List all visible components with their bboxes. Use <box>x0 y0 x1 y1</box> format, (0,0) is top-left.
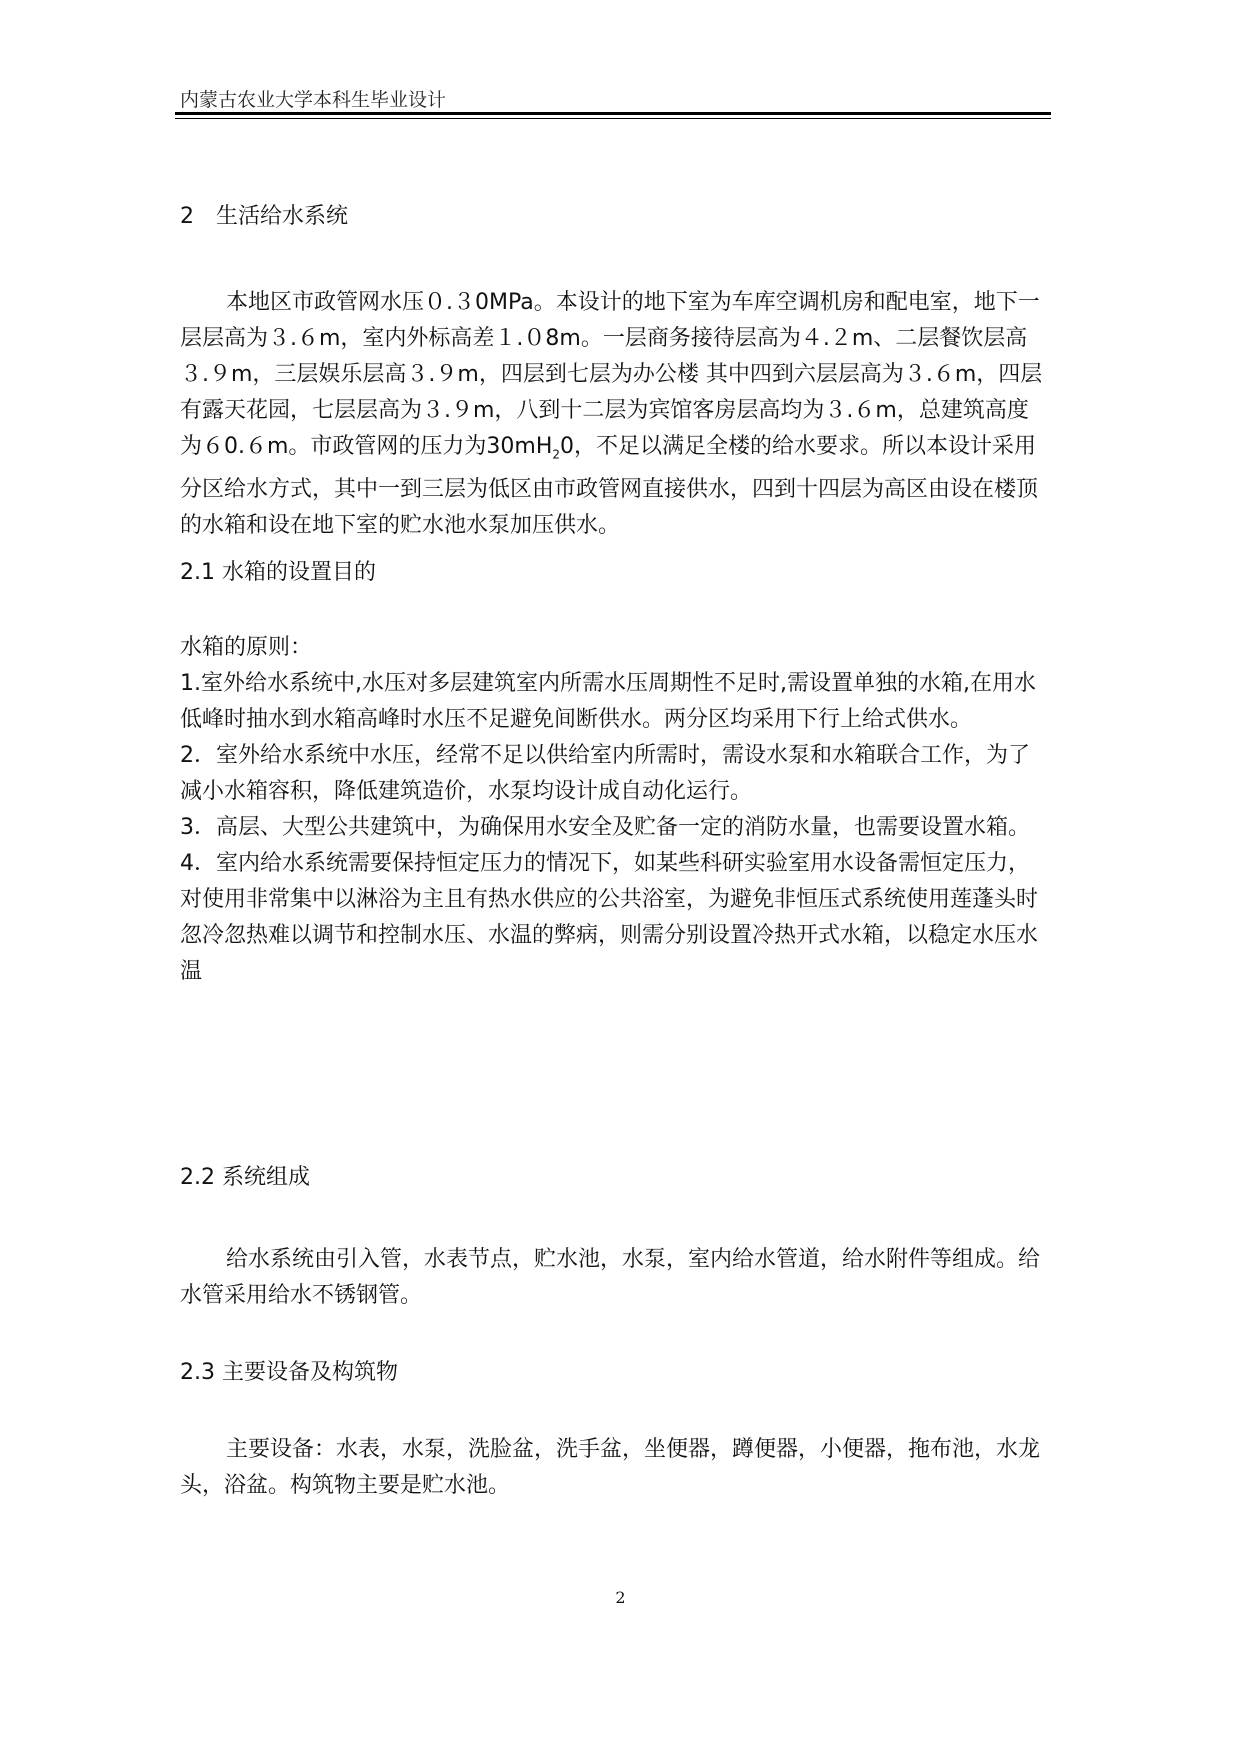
section-2-paragraph <box>180 285 1050 544</box>
principle-item-1: 1.室外给水系统中,水压对多层建筑室内所需水压周期性不足时,需设置单独的水箱,在用水低峰时抽水到水箱高峰时水压不足避免间断供水。两分区均采用下行上给式供水。 <box>180 671 1036 732</box>
section-2-1-intro: 水箱的原则： <box>180 635 313 660</box>
running-header: 内蒙古农业大学本科生毕业设计 <box>180 89 447 111</box>
section-2-heading: 2 生活给水系统 <box>180 204 348 229</box>
section-2-paragraph-text <box>180 285 1050 544</box>
section-2-2-paragraph-text: 给水系统由引入管，水表节点，贮水池，水泵，室内给水管道，给水附件等组成。给水管采用给水不锈钢管。 <box>180 1247 1041 1308</box>
section-2-1-heading: 2.1 水箱的设置目的 <box>180 560 376 585</box>
principle-item-4: 4．室内给水系统需要保持恒定压力的情况下，如某些科研实验室用水设备需恒定压力，对使用非常集中以淋浴为主且有热水供应的公共浴室，为避免非恒压式系统使用莲蓬头时忽冷忽热难以调节和控制水压、水温的弊病，则需分别设置冷热开式水箱，以稳定水压水温 <box>180 851 1039 984</box>
header-rule-thick <box>175 112 1051 115</box>
header-rule-thin <box>175 118 1051 119</box>
section-2-3-paragraph <box>180 1432 1050 1504</box>
section-2-2-heading: 2.2 系统组成 <box>180 1165 310 1190</box>
section-2-1-body <box>180 630 1050 990</box>
section-2-3-paragraph-text: 主要设备：水表，水泵，洗脸盆，洗手盆，坐便器，蹲便器，小便器，拖布池，水龙头，浴盆。构筑物主要是贮水池。 <box>180 1437 1041 1498</box>
section-2-paragraph-subscript: 2 <box>552 447 561 462</box>
section-2-paragraph-main: 本地区市政管网水压０.３0MPa。本设计的地下室为车库空调机房和配电室，地下一层层高为３.６m，室内外标高差１.０8m。一层商务接待层高为４.２m、二层餐饮层高３.９m，三层娱乐层高３.９m，四层到七层为办公楼 其中四到六层层高为３.６m，四层有露天花园，七层层高为３.９m，八到十二层为宾馆客房层高均为３.６m，总建筑高度为６0.６m。市政管网的压力为30mH <box>180 290 1043 459</box>
section-2-2-paragraph <box>180 1242 1050 1314</box>
section-2-3-heading: 2.3 主要设备及构筑物 <box>180 1360 398 1385</box>
section-2-paragraph-tail: 0，不足以满足全楼的给水要求。所以本设计采用分区给水方式，其中一到三层为低区由市政管网直接供水，四到十四层为高区由设在楼顶的水箱和设在地下室的贮水池水泵加压供水。 <box>180 434 1039 539</box>
principle-item-3: 3．高层、大型公共建筑中，为确保用水安全及贮备一定的消防水量，也需要设置水箱。 <box>180 815 1030 840</box>
page-number: 2 <box>615 1588 626 1607</box>
principle-item-2: 2．室外给水系统中水压，经常不足以供给室内所需时，需设水泵和水箱联合工作，为了减小水箱容积，降低建筑造价，水泵均设计成自动化运行。 <box>180 743 1030 804</box>
